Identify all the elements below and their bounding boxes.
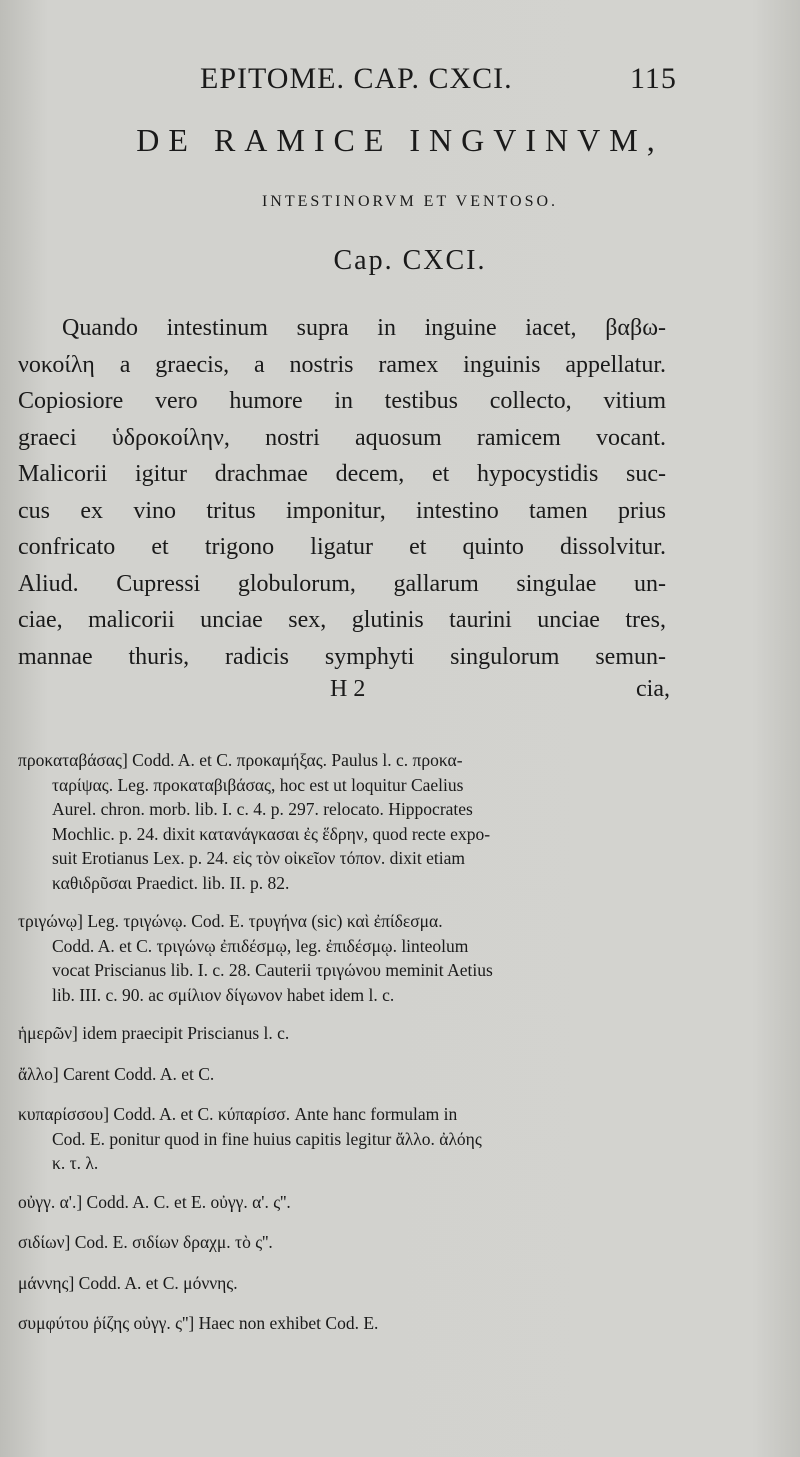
footnote-line: Aurel. chron. morb. lib. I. c. 4. p. 297. relocato. Hippocrates xyxy=(52,799,473,819)
footnote xyxy=(18,1230,678,1255)
body-line: mannae thuris, radicis symphyti singulorum semun- xyxy=(18,643,666,670)
footnote-line: κυπαρίσσου] Codd. A. et C. κύπαρίσσ. Ante hanc formulam in xyxy=(18,1104,458,1124)
footnote-line: Mochlic. p. 24. dixit κατανάγκασαι ἐς ἕδρην, quod recte expo- xyxy=(52,823,491,844)
footnote-line: μάννης] Codd. A. et C. μόννης. xyxy=(18,1272,238,1293)
body-line: graeci ὑδροκοίλην, nostri aquosum ramicem vocant. xyxy=(18,424,666,451)
footnote xyxy=(18,909,678,1007)
footnote-line: suit Erotianus Lex. p. 24. εἰς τὸν οἰκεῖον τόπον. dixit etiam xyxy=(52,848,465,868)
body-line: νοκοίλη a graecis, a nostris ramex inguinis appellatur. xyxy=(18,351,666,378)
footnote xyxy=(18,1271,678,1296)
signature-mark: H 2 xyxy=(330,676,366,702)
footnote xyxy=(18,1190,678,1215)
signature-line xyxy=(330,676,670,712)
footnote-line: vocat Priscianus lib. I. c. 28. Cauterii τριγώνου meminit Aetius xyxy=(52,960,493,980)
chapter-number: Cap. CXCI. xyxy=(333,245,487,276)
footnote-line: ταρίψας. Leg. προκαταβιβάσας, hoc est ut loquitur Caelius xyxy=(52,774,464,795)
body-line: Copiosiore vero humore in testibus collecto, vitium xyxy=(18,388,666,414)
page-number: 115 xyxy=(630,62,677,95)
footnote-line: πρoκαταβάσας] Codd. A. et C. προκαμήξας. Paulus l. c. προκα- xyxy=(18,750,463,770)
footnote-line: τριγώνῳ] Leg. τριγώνῳ. Cod. E. τρυγήνα (sic) καὶ ἐπίδεσμα. xyxy=(18,911,443,931)
footnote-line: οὐγγ. α'.] Codd. A. C. et E. οὐγγ. α'. ς''. xyxy=(18,1191,291,1212)
running-head-title: EPITOME. CAP. CXCI. xyxy=(200,62,513,95)
running-head xyxy=(0,62,800,102)
footnote xyxy=(18,1062,678,1087)
footnote xyxy=(18,748,678,895)
footnote-line: συμφύτου ῥίζης οὐγγ. ς''] Haec non exhibet Cod. E. xyxy=(18,1313,379,1333)
footnote-line: καθιδρῦσαι Praedict. lib. II. p. 82. xyxy=(52,872,290,893)
catchword: cia, xyxy=(636,676,670,702)
footnote-line: ἡμερῶν] idem praecipit Priscianus l. c. xyxy=(18,1023,290,1043)
footnote-line: κ. τ. λ. xyxy=(52,1153,99,1173)
body-line: ciae, malicorii unciae sex, glutinis taurini unciae tres, xyxy=(18,607,666,633)
footnote xyxy=(18,1021,678,1046)
body-line: Aliud. Cupressi globulorum, gallarum singulae un- xyxy=(18,570,666,597)
chapter-heading: DE RAMICE INGVINVM, xyxy=(136,122,664,158)
chapter-subheading: INTESTINORVM ET VENTOSO. xyxy=(261,193,559,210)
footnote xyxy=(18,1311,678,1336)
footnote xyxy=(18,1102,678,1176)
body-line: cus ex vino tritus imponitur, intestino tamen prius xyxy=(18,497,666,524)
body-line: Malicorii igitur drachmae decem, et hypocystidis suc- xyxy=(18,461,666,487)
footnote-line: σιδίων] Cod. E. σιδίων δραχμ. τὸ ς''. xyxy=(18,1232,273,1252)
body-line: confricato et trigono ligatur et quinto dissolvitur. xyxy=(18,534,666,560)
footnote-line: Cod. E. ponitur quod in fine huius capitis legitur ἄλλο. ἀλόης xyxy=(52,1128,482,1149)
footnotes xyxy=(18,748,678,1352)
body-line: Quando intestinum supra in inguine iacet, βαβω- xyxy=(62,315,666,341)
body-text xyxy=(18,310,666,675)
footnote-line: ἄλλο] Carent Codd. A. et C. xyxy=(18,1063,215,1084)
footnote-line: Codd. A. et C. τριγώνῳ ἐπιδέσμῳ, leg. ἐπιδέσμῳ. linteolum xyxy=(52,935,469,956)
footnote-line: lib. III. c. 90. ac σμίλιον δίγωνον habet idem l. c. xyxy=(52,984,395,1005)
